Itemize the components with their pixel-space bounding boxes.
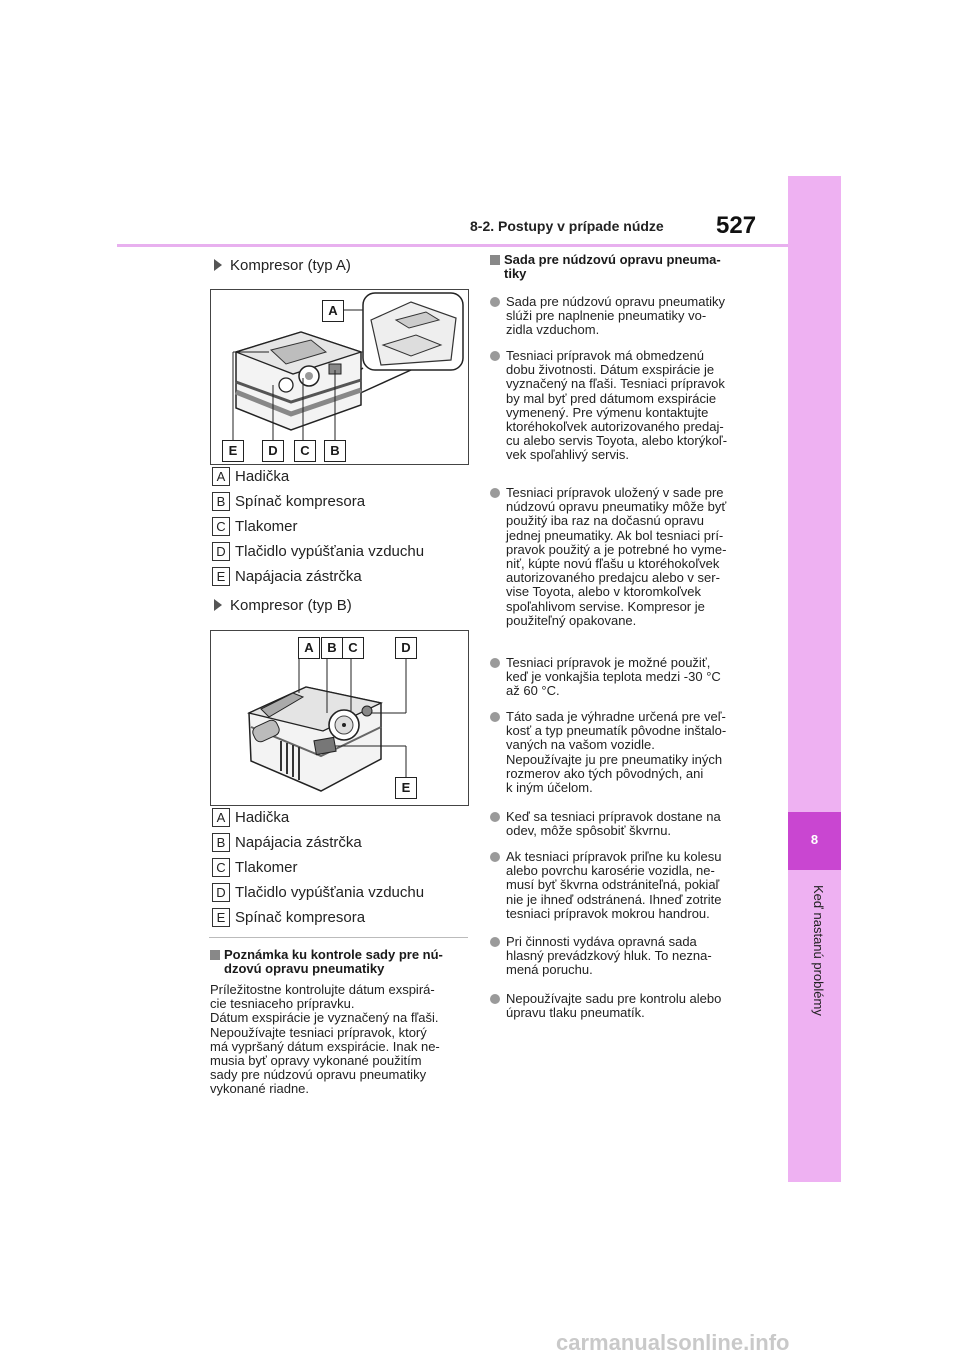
legend-a-item (212, 492, 365, 512)
figure-label-d: D (262, 440, 284, 462)
kit-heading (490, 253, 762, 281)
header-rule (117, 244, 788, 247)
legend-key: A (212, 808, 230, 827)
legend-key: E (212, 908, 230, 927)
legend-a-item (212, 467, 289, 487)
bullet-dot-icon (490, 937, 500, 947)
legend-text: Hadička (235, 809, 290, 826)
legend-text: Napájacia zástrčka (235, 834, 362, 851)
legend-b-item (212, 833, 362, 853)
legend-key: B (212, 492, 230, 511)
triangle-bullet-icon (214, 259, 222, 271)
bullet-dot-icon (490, 994, 500, 1004)
figure-label-a: A (298, 637, 320, 659)
figure-label-c: C (342, 637, 364, 659)
kit-bullet-text: Keď sa tesniaci prípravok dostane na odev, môže spôsobiť škvrnu. (506, 809, 721, 839)
figure-label-a: A (322, 300, 344, 322)
kit-bullet (490, 810, 758, 838)
kit-bullet-text: Táto sada je výhradne určená pre veľ- kosť a typ pneumatík pôvodne inštalo- vaných na vašom vozidle. Nepoužívajte ju pre pneumatiky iných rozmerov ako tých pôvodných, ani k iným účelom. (506, 709, 727, 796)
legend-text: Spínač kompresora (235, 493, 366, 510)
kit-bullet-text: Tesniaci prípravok je možné použiť, keď je vonkajšia teplota medzi -30 °C až 60 °C. (506, 655, 721, 699)
kit-bullet-text: Pri činnosti vydáva opravná sada hlasný prevádzkový hluk. To nezna- mená poruchu. (506, 934, 712, 978)
legend-key: C (212, 858, 230, 877)
kit-bullet-text: Nepoužívajte sadu pre kontrolu alebo úpravu tlaku pneumatík. (506, 991, 722, 1021)
figure-label-e: E (395, 777, 417, 799)
legend-b-item (212, 808, 289, 828)
chapter-number: 8 (810, 832, 819, 847)
figure-label-c: C (294, 440, 316, 462)
legend-text: Tlakomer (235, 859, 298, 876)
compressor-b-heading-text: Kompresor (typ B) (230, 597, 352, 614)
figure-label-b: B (324, 440, 346, 462)
triangle-bullet-icon (214, 599, 222, 611)
kit-bullet (490, 656, 758, 699)
compressor-a-heading (214, 257, 351, 274)
note-divider (209, 937, 468, 938)
legend-a-item (212, 542, 424, 562)
legend-key: D (212, 542, 230, 561)
legend-b-item (212, 858, 298, 878)
legend-text: Tlačidlo vypúšťania vzduchu (235, 543, 425, 560)
square-bullet-icon (210, 950, 220, 960)
compressor-b-figure (210, 630, 469, 806)
note-heading-text: Poznámka ku kontrole sady pre nú- dzovú opravu pneumatiky (224, 947, 443, 976)
legend-key: C (212, 517, 230, 536)
legend-key: B (212, 833, 230, 852)
legend-text: Napájacia zástrčka (235, 568, 362, 585)
kit-heading-text: Sada pre núdzovú opravu pneuma- tiky (504, 252, 721, 281)
compressor-a-figure (210, 289, 469, 465)
bullet-dot-icon (490, 488, 500, 498)
legend-text: Tlakomer (235, 518, 298, 535)
kit-bullet (490, 992, 758, 1020)
legend-text: Spínač kompresora (235, 909, 366, 926)
watermark: carmanualsonline.info (556, 1330, 790, 1355)
kit-bullet-text: Tesniaci prípravok uložený v sade pre núdzovú opravu pneumatiky môže byť použitý iba raz na dočasnú opravu jednej pneumatiky. Ak bol tesniaci prí- pravok použitý a je potrebné ho vyme- niť, kúpte novú fľašu u ktoréhokoľvek autorizovaného predajcu alebo v ser- vise Toyota, alebo v ktoromkoľvek spoľahlivom servise. Kompresor je použiteľný opakovane. (506, 485, 727, 628)
bullet-dot-icon (490, 712, 500, 722)
note-heading (210, 948, 472, 976)
kit-bullet (490, 935, 758, 978)
legend-a-item (212, 517, 298, 537)
kit-bullet-text: Ak tesniaci prípravok priľne ku kolesu alebo povrchu karosérie vozidla, ne- musí byť škvrna odstrániteľná, pokiaľ nie je ihneď odstránená. Ihneď zotrite tesniaci prípravok mokrou handrou. (506, 849, 722, 921)
legend-text: Tlačidlo vypúšťania vzduchu (235, 884, 425, 901)
page-number: 527 (716, 212, 757, 239)
chapter-title: Keď nastanú problémy (811, 885, 826, 1016)
square-bullet-icon (490, 255, 500, 265)
legend-key: E (212, 567, 230, 586)
bullet-dot-icon (490, 812, 500, 822)
kit-bullet-text: Tesniaci prípravok má obmedzenú dobu životnosti. Dátum exspirácie je vyznačený na fľaši. Tesniaci prípravok by mal byť pred dátumom exspirácie vymenený. Pre výmenu kontaktujte ktoréhokoľvek autorizovaného predaj- cu alebo servis Toyota, alebo ktorýkoľ- vek spoľahlivý servis. (506, 348, 728, 463)
legend-text: Hadička (235, 468, 290, 485)
kit-bullet (490, 710, 758, 795)
figure-label-b: B (321, 637, 343, 659)
legend-key: A (212, 467, 230, 486)
note-body: Príležitostne kontrolujte dátum exspirá- cie tesniaceho prípravku. Dátum exspirácie je vyznačený na fľaši. Nepoužívajte tesniaci prípravok, ktorý má vypršaný dátum exspirácie. Inak ne- musia byť opravy vykonané použitím sady pre núdzovú opravu pneumatiky vykonané riadne. (210, 982, 440, 1097)
kit-bullet (490, 850, 758, 921)
compressor-b-heading (214, 597, 352, 614)
section-title: 8-2. Postupy v prípade núdze (470, 218, 664, 234)
bullet-dot-icon (490, 658, 500, 668)
figure-label-d: D (395, 637, 417, 659)
legend-a-item (212, 567, 362, 587)
kit-bullet (490, 349, 758, 463)
legend-b-item (212, 908, 365, 928)
compressor-a-heading-text: Kompresor (typ A) (230, 257, 351, 274)
bullet-dot-icon (490, 351, 500, 361)
legend-b-item (212, 883, 424, 903)
kit-bullet (490, 486, 758, 628)
legend-key: D (212, 883, 230, 902)
kit-bullet-text: Sada pre núdzovú opravu pneumatiky slúži pre naplnenie pneumatiky vo- zidla vzduchom. (506, 294, 725, 338)
kit-bullet (490, 295, 758, 338)
bullet-dot-icon (490, 297, 500, 307)
figure-label-e: E (222, 440, 244, 462)
bullet-dot-icon (490, 852, 500, 862)
